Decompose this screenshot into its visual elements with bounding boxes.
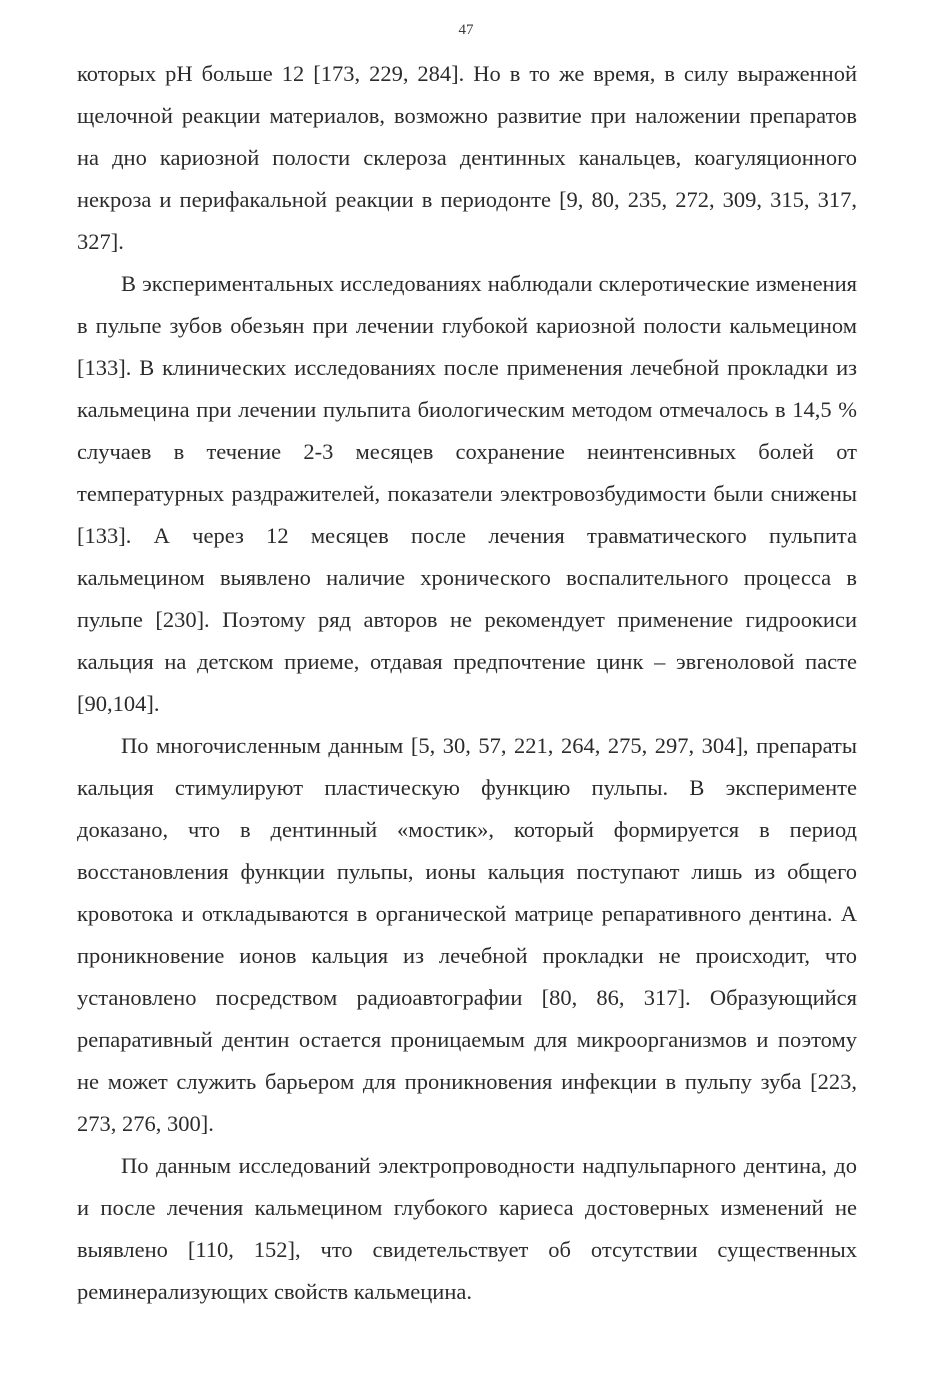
paragraph-continuation: которых pH больше 12 [173, 229, 284]. Но в то же время, в силу выраженной щелочной реакции материалов, возможно развитие при наложении препаратов на дно кариозной полости склероза дентинных канальцев, коагуляционного некроза и перифакальной реакции в периодонте [9, 80, 235, 272, 309, 315, 317, 327]. [77, 61, 857, 254]
page-number: 47 [458, 22, 474, 38]
paragraph-electroconductivity: По данным исследований электропроводности надпульпарного дентина, до и после лечения кальмецином глубокого кариеса достоверных изменений не выявлено [110, 152], что свидетельствует об отсутствии существенных реминерализующих свойств кальмецина. [77, 1153, 857, 1304]
paragraph-experimental-studies: В экспериментальных исследованиях наблюдали склеротические изменения в пульпе зубов обезьян при лечении глубокой кариозной полости кальмецином [133]. В клинических исследованиях после применения лечебной прокладки из кальмецина при лечении пульпита биологическим методом отмечалось в 14,5 % случаев в течение 2-3 месяцев сохранение неинтенсивных болей от температурных раздражителей, показатели электровозбудимости были снижены [133]. А через 12 месяцев после лечения травматического пульпита кальмецином выявлено наличие хронического воспалительного процесса в пульпе [230]. Поэтому ряд авторов не рекомендует применение гидроокиси кальция на детском приеме, отдавая предпочтение цинк – эвгеноловой пасте [90,104]. [77, 271, 857, 716]
body-text [77, 53, 857, 1313]
paragraph-calcium-preparations: По многочисленным данным [5, 30, 57, 221, 264, 275, 297, 304], препараты кальция стимулируют пластическую функцию пульпы. В эксперименте доказано, что в дентинный «мостик», который формируется в период восстановления функции пульпы, ионы кальция поступают лишь из общего кровотока и откладываются в органической матрице репаративного дентина. А проникновение ионов кальция из лечебной прокладки не происходит, что установлено посредством радиоавтографии [80, 86, 317]. Образующийся репаративный дентин остается проницаемым для микроорганизмов и поэтому не может служить барьером для проникновения инфекции в пульпу зуба [223, 273, 276, 300]. [77, 733, 857, 1136]
